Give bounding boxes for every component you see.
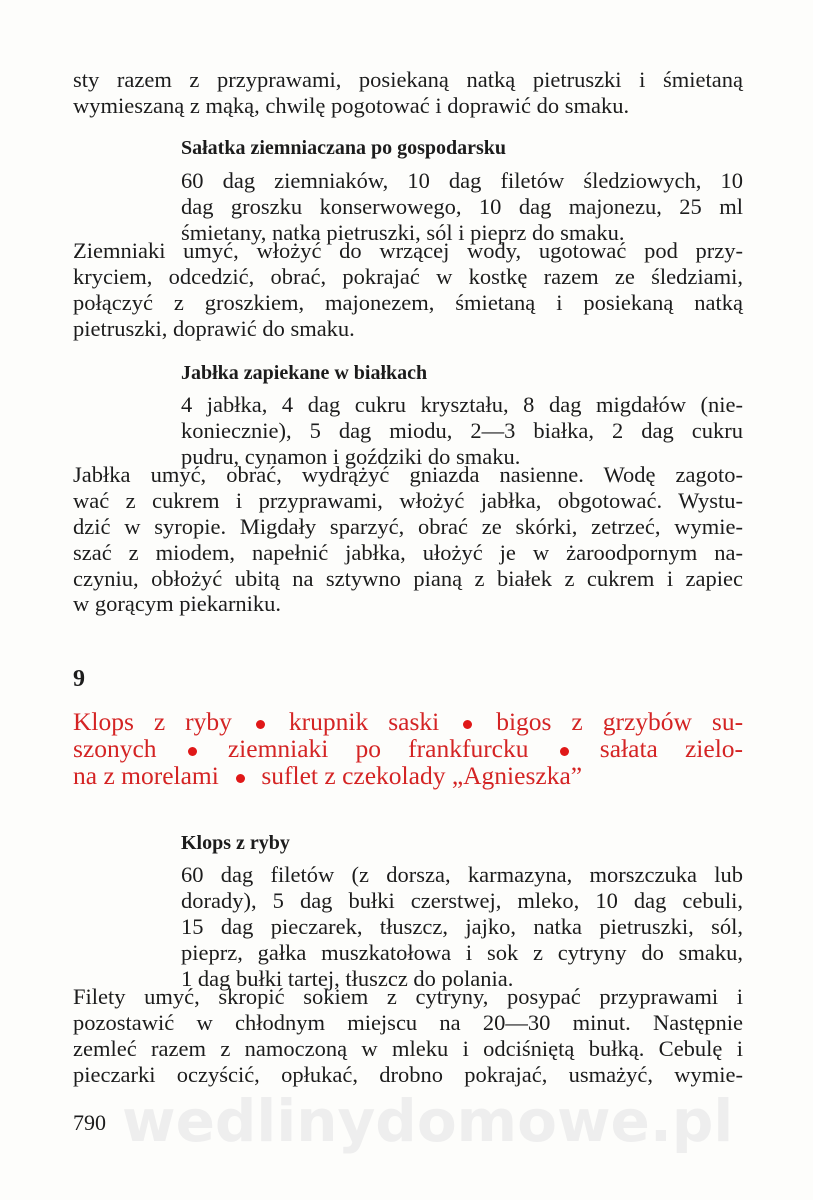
text-line: pieprz, gałka muszkatołowa i sok z cytryny do smaku, [181, 939, 743, 965]
text-line: 1 dag bułki tartej, tłuszcz do polania. [181, 965, 514, 991]
text-line: połączyć z groszkiem, majonezem, śmietaną i posiekaną natką [73, 289, 743, 315]
page-number: 790 [73, 1110, 106, 1135]
text-line: 15 dag pieczarek, tłuszcz, jajko, natka pietruszki, sól, [181, 913, 743, 939]
menu-item: sałata zielo- [599, 734, 744, 763]
watermark: wedlinydomowe.pl [122, 1087, 734, 1155]
text-line: 60 dag filetów (z dorsza, karmazyna, morszczuka lub [181, 862, 743, 887]
text-line: dzić w syropie. Migdały sparzyć, obrać ze skórki, zetrzeć, wymie- [73, 513, 743, 539]
method-paragraph [73, 984, 743, 1088]
menu-item: ziemniaki po frankfurcku [227, 734, 529, 763]
text-line: pozostawić w chłodnym miejscu na 20—30 minut. Następnie [73, 1009, 743, 1035]
text-line: wymieszaną z mąką, chwilę pogotować i doprawić do smaku. [73, 92, 630, 118]
text-line: dag groszku konserwowego, 10 dag majonezu, 25 ml [181, 193, 743, 219]
text-line: pietruszki, doprawić do smaku. [73, 315, 355, 341]
menu-line [73, 762, 743, 789]
text-line: pieczarki oczyścić, opłukać, drobno pokrajać, usmażyć, wymie- [73, 1061, 743, 1087]
bullet-icon [188, 747, 197, 756]
menu-item: bigos z grzybów su- [496, 707, 744, 736]
menu-item: szonych [73, 734, 157, 763]
method-paragraph [73, 462, 743, 617]
text-line: Ziemniaki umyć, włożyć do wrzącej wody, ugotować pod przy- [73, 238, 743, 263]
text-line: Jabłka umyć, obrać, wydrążyć gniazda nasienne. Wodę zagoto- [73, 462, 743, 487]
text-line: sty razem z przyprawami, posiekaną natką pietruszki i śmietaną [73, 67, 743, 92]
recipe-title: Jabłka zapiekane w białkach [181, 362, 428, 384]
ingredients-list [181, 862, 743, 991]
text-line: kryciem, odcedzić, obrać, pokrajać w kostkę razem ze śledziami, [73, 263, 743, 289]
menu-item: Klops z ryby [73, 707, 232, 736]
bullet-icon [256, 720, 265, 729]
menu-line [73, 735, 743, 762]
recipe-title: Klops z ryby [181, 832, 290, 854]
text-line: śmietany, natka pietruszki, sól i pieprz do smaku. [181, 219, 625, 245]
bullet-icon [560, 747, 569, 756]
text-line: 4 jabłka, 4 dag cukru kryształu, 8 dag migdałów (nie- [181, 392, 743, 417]
menu-number: 9 [73, 666, 85, 692]
text-line: szać z miodem, napełnić jabłka, ułożyć je w żaroodpornym na- [73, 539, 743, 565]
bullet-icon [463, 720, 472, 729]
text-line: zemleć razem z namoczoną w mleku i odciśniętą bułką. Cebulę i [73, 1035, 743, 1061]
text-line: dorady), 5 dag bułki czerstwej, mleko, 10 dag cebuli, [181, 887, 743, 913]
text-line: czyniu, obłożyć ubitą na sztywno pianą z białek z cukrem i zapiec [73, 565, 743, 591]
text-line: w gorącym piekarniku. [73, 591, 282, 617]
menu-list [73, 708, 743, 789]
text-line: wać z cukrem i przyprawami, włożyć jabłka, obgotować. Wystu- [73, 487, 743, 513]
ingredients-list [181, 168, 743, 246]
menu-line [73, 708, 743, 735]
text-line: koniecznie), 5 dag miodu, 2—3 białka, 2 dag cukru [181, 417, 743, 443]
text-line: pudru, cynamon i goździki do smaku. [181, 443, 521, 469]
menu-item: krupnik saski [288, 707, 440, 736]
menu-item: na z morelami [73, 761, 219, 790]
text-line: 60 dag ziemniaków, 10 dag filetów śledziowych, 10 [181, 168, 743, 193]
ingredients-list [181, 392, 743, 470]
bullet-icon [236, 774, 245, 783]
intro-paragraph [73, 67, 743, 119]
method-paragraph [73, 238, 743, 342]
menu-item: suflet z czekolady „Agnieszka” [261, 761, 583, 790]
recipe-title: Sałatka ziemniaczana po gospodarsku [181, 137, 507, 159]
text-line: Filety umyć, skropić sokiem z cytryny, posypać przyprawami i [73, 984, 743, 1009]
